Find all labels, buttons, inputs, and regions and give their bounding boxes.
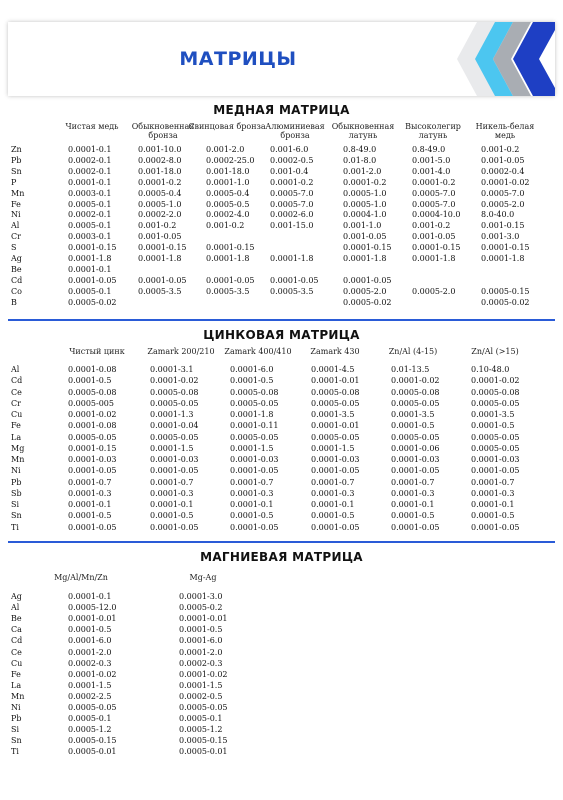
copper-value-cell: 0.0001-1.8: [68, 254, 112, 263]
copper-element-label: Ag: [11, 254, 22, 263]
zinc-value-cell: 0.0001-0.01: [311, 376, 360, 386]
copper-element-label: Pb: [11, 155, 22, 165]
zinc-value-cell: 0.0001-0.7: [230, 477, 274, 487]
copper-value-cell: 0.0002-8.0: [138, 155, 182, 165]
zinc-value-cell: 0.0001-0.05: [150, 466, 199, 476]
copper-value-cell: 0.001-0.4: [270, 166, 309, 176]
copper-value-cell: 0.0005-1.0: [138, 199, 182, 209]
magnesium-value-cell: 0.0005-0.01: [179, 747, 228, 757]
zinc-value-cell: 0.0005-0.08: [391, 387, 440, 397]
magnesium-value-cell: 0.0001-2.0: [68, 647, 112, 657]
magnesium-header-1: Mg-Ag: [189, 573, 217, 582]
copper-value-cell: 0.0002-4.0: [206, 210, 250, 220]
copper-value-cell: 0.0001-0.15: [343, 243, 392, 253]
copper-element-label: P: [11, 177, 17, 187]
copper-value-cell: 0.0002-0.5: [270, 155, 314, 165]
magnesium-value-cell: 0.0005-12.0: [68, 603, 117, 613]
copper-title: МЕДНАЯ МАТРИЦА: [213, 103, 350, 117]
magnesium-value-cell: 0.0005-0.2: [179, 603, 223, 613]
copper-element-label: Ni: [11, 210, 21, 220]
zinc-value-cell: 0.0001-0.03: [471, 455, 520, 464]
zinc-value-cell: 0.0001-1.5: [150, 443, 194, 453]
zinc-value-cell: 0.0001-0.05: [68, 466, 117, 476]
zinc-value-cell: 0.0001-0.1: [311, 500, 355, 509]
zinc-element-label: Sb: [11, 488, 22, 498]
zinc-element-label: Cd: [11, 376, 23, 386]
magnesium-value-cell: 0.0005-0.05: [179, 703, 228, 712]
zinc-value-cell: 0.0001-0.05: [311, 522, 360, 532]
copper-element-label: Cr: [11, 232, 21, 242]
magnesium-value-cell: 0.0002-0.5: [179, 691, 223, 701]
copper-value-cell: 0.001-0.05: [343, 232, 387, 242]
zinc-value-cell: 0.0001-6.0: [230, 365, 274, 374]
zinc-value-cell: 0.0005-0.05: [230, 398, 279, 408]
copper-value-cell: 0.0005-2.0: [343, 286, 387, 296]
magnesium-element-label: Be: [11, 614, 22, 624]
magnesium-value-cell: 0.0001-6.0: [68, 636, 112, 646]
copper-value-cell: 0.0001-0.05: [343, 275, 392, 285]
magnesium-value-cell: 0.0005-1.2: [68, 725, 112, 735]
zinc-element-label: Pb: [11, 477, 22, 487]
zinc-value-cell: 0.0005-0.08: [230, 387, 279, 397]
magnesium-element-label: Ni: [11, 703, 21, 712]
magnesium-element-label: Ag: [11, 592, 22, 601]
copper-value-cell: 0.001-0.2: [206, 221, 245, 231]
copper-value-cell: 0.001-0.2: [138, 221, 177, 231]
zinc-title: ЦИНКОВАЯ МАТРИЦА: [203, 328, 360, 342]
copper-value-cell: 0.001-1.0: [343, 221, 382, 231]
zinc-value-cell: 0.0001-0.01: [311, 421, 360, 431]
zinc-value-cell: 0.0001-0.02: [150, 376, 199, 386]
zinc-value-cell: 0.0005-0.05: [391, 432, 440, 442]
magnesium-element-label: Ti: [11, 747, 19, 757]
magnesium-value-cell: 0.0005-0.15: [179, 736, 228, 746]
zinc-value-cell: 0.0001-0.03: [311, 455, 360, 464]
zinc-value-cell: 0.0001-0.3: [150, 488, 194, 498]
magnesium-element-label: Pb: [11, 714, 22, 724]
copper-value-cell: 0.0002-25.0: [206, 155, 255, 165]
copper-element-label: Cd: [11, 275, 23, 285]
zinc-value-cell: 0.0005-0.05: [391, 398, 440, 408]
zinc-element-label: Cr: [11, 398, 21, 408]
magnesium-value-cell: 0.0001-0.02: [68, 669, 117, 679]
magnesium-element-label: Fe: [11, 669, 21, 679]
zinc-value-cell: 0.0001-0.5: [230, 376, 274, 386]
zinc-value-cell: 0.0001-0.03: [68, 455, 117, 464]
copper-value-cell: 0.0005-7.0: [412, 188, 456, 198]
copper-header-3: Алюминиевая бронза: [265, 122, 325, 140]
magnesium-value-cell: 0.0001-2.0: [179, 647, 223, 657]
magnesium-element-label: Ca: [11, 625, 22, 635]
zinc-value-cell: 0.0001-0.1: [68, 500, 112, 509]
zinc-value-cell: 0.0001-0.03: [150, 455, 199, 464]
zinc-value-cell: 0.0001-0.5: [230, 511, 274, 521]
zinc-value-cell: 0.0001-0.3: [471, 488, 515, 498]
copper-value-cell: 0.8-49.0: [343, 145, 377, 154]
magnesium-value-cell: 0.0005-0.05: [68, 703, 117, 712]
zinc-value-cell: 0.0001-0.3: [68, 488, 112, 498]
zinc-header-1: Zamark 200/210: [147, 347, 215, 356]
copper-element-label: Be: [11, 264, 22, 274]
copper-value-cell: 0.0005-0.1: [68, 221, 112, 231]
copper-value-cell: 0.0002-0.1: [68, 210, 112, 220]
copper-value-cell: 0.0001-0.15: [68, 243, 117, 253]
copper-value-cell: 0.001-0.2: [412, 221, 451, 231]
copper-value-cell: 0.0001-0.15: [138, 243, 187, 253]
zinc-value-cell: 0.0001-0.05: [311, 466, 360, 476]
zinc-value-cell: 0.0005-0.05: [230, 432, 279, 442]
zinc-element-label: Ti: [11, 522, 19, 532]
zinc-value-cell: 0.0001-1.5: [311, 443, 355, 453]
copper-element-label: Sn: [11, 166, 22, 176]
copper-element-label: S: [11, 243, 17, 253]
page-title: МАТРИЦЫ: [179, 48, 297, 70]
magnesium-element-label: Sn: [11, 736, 22, 746]
zinc-value-cell: 0.0001-0.03: [230, 455, 279, 464]
magnesium-value-cell: 0.0005-1.2: [179, 725, 223, 735]
magnesium-element-label: Al: [11, 603, 20, 613]
copper-value-cell: 0.001-10.0: [138, 145, 182, 154]
zinc-value-cell: 0.0001-0.05: [230, 522, 279, 532]
copper-element-label: Fe: [11, 199, 21, 209]
copper-value-cell: 0.001-0.05: [138, 232, 182, 242]
copper-value-cell: 0.0001-1.0: [206, 177, 250, 187]
separator-1: [8, 319, 555, 321]
zinc-element-label: Si: [11, 500, 20, 509]
zinc-value-cell: 0.0001-0.5: [391, 511, 435, 521]
zinc-value-cell: 0.0001-0.3: [311, 488, 355, 498]
zinc-value-cell: 0.0001-0.08: [68, 365, 117, 374]
zinc-element-label: Fe: [11, 421, 21, 431]
zinc-value-cell: 0.0001-1.8: [230, 410, 274, 419]
zinc-value-cell: 0.10-48.0: [471, 365, 510, 374]
zinc-value-cell: 0.0001-0.05: [471, 522, 520, 532]
zinc-value-cell: 0.0005-0.08: [471, 387, 520, 397]
copper-value-cell: 0.0005-2.0: [481, 199, 525, 209]
zinc-value-cell: 0.0001-0.5: [150, 511, 194, 521]
copper-value-cell: 0.0001-1.8: [270, 254, 314, 263]
zinc-value-cell: 0.0005-0.08: [311, 387, 360, 397]
zinc-value-cell: 0.0001-1.5: [230, 443, 274, 453]
zinc-element-label: La: [11, 432, 22, 442]
copper-value-cell: 0.0005-2.0: [412, 286, 456, 296]
magnesium-value-cell: 0.0005-0.15: [68, 736, 117, 746]
zinc-value-cell: 0.0001-0.1: [471, 500, 515, 509]
copper-value-cell: 0.0002-0.4: [481, 166, 525, 176]
zinc-element-label: Al: [11, 365, 20, 374]
zinc-value-cell: 0.0001-0.02: [68, 410, 117, 419]
zinc-value-cell: 0.0001-0.02: [471, 376, 520, 386]
copper-value-cell: 0.0003-0.1: [68, 188, 112, 198]
copper-value-cell: 0.0005-7.0: [270, 199, 314, 209]
zinc-value-cell: 0.0001-0.5: [311, 511, 355, 521]
copper-value-cell: 0.0005-0.1: [68, 286, 112, 296]
zinc-value-cell: 0.0001-0.05: [391, 466, 440, 476]
magnesium-value-cell: 0.0001-0.01: [179, 614, 228, 624]
copper-element-label: Al: [11, 221, 20, 231]
zinc-value-cell: 0.0001-0.5: [391, 421, 435, 431]
zinc-value-cell: 0.0001-0.5: [471, 421, 515, 431]
zinc-value-cell: 0.0001-0.3: [391, 488, 435, 498]
zinc-value-cell: 0.0001-0.05: [391, 522, 440, 532]
copper-value-cell: 0.0001-1.8: [206, 254, 250, 263]
copper-value-cell: 0.0003-0.1: [68, 232, 112, 242]
separator-2: [8, 541, 555, 543]
zinc-element-label: Mg: [11, 443, 25, 453]
copper-value-cell: 0.001-3.0: [481, 232, 520, 242]
zinc-value-cell: 0.0001-0.04: [150, 421, 199, 431]
copper-value-cell: 0.0001-0.15: [206, 243, 255, 253]
copper-value-cell: 0.0001-0.1: [68, 264, 112, 274]
copper-value-cell: 0.0001-0.05: [138, 275, 187, 285]
zinc-value-cell: 0.0001-0.08: [68, 421, 117, 431]
copper-value-cell: 0.0001-0.05: [206, 275, 255, 285]
zinc-value-cell: 0.0005-0.05: [311, 432, 360, 442]
magnesium-value-cell: 0.0005-0.1: [179, 714, 223, 724]
copper-element-label: B: [11, 297, 17, 307]
zinc-header-3: Zamark 430: [310, 347, 360, 356]
magnesium-element-label: La: [11, 680, 22, 690]
copper-value-cell: 8.0-40.0: [481, 210, 515, 220]
zinc-value-cell: 0.0001-0.02: [391, 376, 440, 386]
copper-value-cell: 0.001-0.05: [412, 232, 456, 242]
zinc-value-cell: 0.0005-0.05: [311, 398, 360, 408]
magnesium-value-cell: 0.0002-0.3: [179, 658, 223, 668]
copper-header-6: Никель-белая медь: [475, 122, 535, 140]
zinc-value-cell: 0.0005-0.05: [471, 432, 520, 442]
magnesium-value-cell: 0.0001-0.1: [68, 592, 112, 601]
copper-value-cell: 0.0005-7.0: [412, 199, 456, 209]
magnesium-value-cell: 0.0001-1.5: [68, 680, 112, 690]
magnesium-value-cell: 0.0002-2.5: [68, 691, 112, 701]
zinc-value-cell: 0.0005-005: [68, 398, 114, 408]
copper-header-4: Обыкновенная латунь: [331, 122, 395, 140]
copper-header-0: Чистая медь: [65, 122, 119, 131]
copper-value-cell: 0.0005-1.0: [343, 199, 387, 209]
zinc-value-cell: 0.0001-0.1: [391, 500, 435, 509]
copper-value-cell: 0.8-49.0: [412, 145, 446, 154]
zinc-value-cell: 0.0001-3.5: [391, 410, 435, 419]
chevrons-decoration: [425, 22, 555, 96]
zinc-header-5: Zn/Al (>15): [471, 347, 519, 356]
copper-value-cell: 0.001-0.15: [481, 221, 525, 231]
copper-value-cell: 0.001-5.0: [412, 155, 451, 165]
zinc-value-cell: 0.0001-0.05: [230, 466, 279, 476]
copper-value-cell: 0.0001-0.15: [412, 243, 461, 253]
copper-value-cell: 0.0005-3.5: [206, 286, 250, 296]
magnesium-value-cell: 0.0001-0.5: [179, 625, 223, 635]
zinc-element-label: Ce: [11, 387, 22, 397]
zinc-value-cell: 0.0001-1.3: [150, 410, 194, 419]
copper-value-cell: 0.0005-0.02: [481, 297, 530, 307]
zinc-value-cell: 0.0001-0.7: [471, 477, 515, 487]
zinc-value-cell: 0.0005-0.08: [68, 387, 117, 397]
zinc-value-cell: 0.0001-0.3: [230, 488, 274, 498]
zinc-value-cell: 0.0001-0.03: [391, 455, 440, 464]
copper-value-cell: 0.0004-1.0: [343, 210, 387, 220]
magnesium-element-label: Cd: [11, 636, 23, 646]
magnesium-value-cell: 0.0005-0.01: [68, 747, 117, 757]
copper-value-cell: 0.0005-0.4: [206, 188, 250, 198]
copper-value-cell: 0.0005-0.02: [68, 297, 117, 307]
zinc-value-cell: 0.0001-0.7: [311, 477, 355, 487]
copper-value-cell: 0.0001-0.15: [481, 243, 530, 253]
copper-value-cell: 0.001-18.0: [206, 166, 250, 176]
zinc-value-cell: 0.0005-0.05: [150, 398, 199, 408]
zinc-value-cell: 0.0001-0.05: [471, 466, 520, 476]
zinc-value-cell: 0.0001-4.5: [311, 365, 355, 374]
copper-value-cell: 0.0001-0.05: [270, 275, 319, 285]
zinc-header-2: Zamark 400/410: [224, 347, 292, 356]
copper-value-cell: 0.0005-3.5: [270, 286, 314, 296]
copper-value-cell: 0.001-0.05: [481, 155, 525, 165]
zinc-value-cell: 0.0001-3.1: [150, 365, 194, 374]
magnesium-value-cell: 0.0001-0.01: [68, 614, 117, 624]
magnesium-value-cell: 0.0005-0.1: [68, 714, 112, 724]
copper-value-cell: 0.0005-3.5: [138, 286, 182, 296]
copper-value-cell: 0.001-4.0: [412, 166, 451, 176]
copper-value-cell: 0.0005-0.1: [68, 199, 112, 209]
magnesium-value-cell: 0.0002-0.3: [68, 658, 112, 668]
zinc-element-label: Ni: [11, 466, 21, 476]
zinc-value-cell: 0.0001-0.15: [68, 443, 117, 453]
copper-header-2: Свинцовая бронза: [188, 122, 266, 131]
copper-value-cell: 0.0005-0.5: [206, 199, 250, 209]
zinc-value-cell: 0.0001-0.1: [230, 500, 274, 509]
zinc-value-cell: 0.0001-0.1: [150, 500, 194, 509]
copper-value-cell: 0.001-6.0: [270, 145, 309, 154]
zinc-value-cell: 0.0001-0.7: [68, 477, 112, 487]
magnesium-element-label: Mn: [11, 691, 25, 701]
copper-value-cell: 0.0001-0.02: [481, 177, 530, 187]
zinc-value-cell: 0.0001-0.05: [68, 522, 117, 532]
copper-value-cell: 0.0004-10.0: [412, 210, 461, 220]
zinc-value-cell: 0.0001-0.5: [68, 376, 112, 386]
zinc-header-0: Чистый цинк: [69, 347, 125, 356]
zinc-value-cell: 0.0001-3.5: [471, 410, 515, 419]
zinc-element-label: Mn: [11, 455, 25, 464]
copper-value-cell: 0.001-2.0: [343, 166, 382, 176]
copper-value-cell: 0.0005-7.0: [481, 188, 525, 198]
copper-value-cell: 0.0001-1.8: [412, 254, 456, 263]
copper-value-cell: 0.0002-2.0: [138, 210, 182, 220]
copper-value-cell: 0.0001-0.1: [68, 177, 112, 187]
copper-value-cell: 0.0005-0.4: [138, 188, 182, 198]
copper-value-cell: 0.0005-0.02: [343, 297, 392, 307]
copper-value-cell: 0.001-0.2: [481, 145, 520, 154]
magnesium-element-label: Ce: [11, 647, 22, 657]
magnesium-element-label: Cu: [11, 658, 23, 668]
zinc-element-label: Sn: [11, 511, 22, 521]
zinc-value-cell: 0.0001-0.7: [391, 477, 435, 487]
title-banner: [8, 22, 555, 96]
copper-value-cell: 0.0001-0.05: [68, 275, 117, 285]
magnesium-value-cell: 0.0001-6.0: [179, 636, 223, 646]
copper-value-cell: 0.0001-1.8: [138, 254, 182, 263]
copper-value-cell: 0.0001-0.2: [138, 177, 182, 187]
copper-value-cell: 0.0001-0.2: [343, 177, 387, 187]
zinc-value-cell: 0.0001-0.06: [391, 443, 440, 453]
copper-value-cell: 0.0002-0.1: [68, 155, 112, 165]
magnesium-value-cell: 0.0001-1.5: [179, 680, 223, 690]
zinc-value-cell: 0.0001-0.05: [150, 522, 199, 532]
magnesium-value-cell: 0.0001-0.02: [179, 669, 228, 679]
zinc-value-cell: 0.0001-0.5: [68, 511, 112, 521]
copper-element-label: Mn: [11, 188, 25, 198]
zinc-value-cell: 0.0005-0.08: [150, 387, 199, 397]
zinc-value-cell: 0.0005-0.05: [68, 432, 117, 442]
copper-element-label: Co: [11, 286, 22, 296]
copper-value-cell: 0.0002-0.1: [68, 166, 112, 176]
copper-value-cell: 0.0001-1.8: [481, 254, 525, 263]
copper-value-cell: 0.0002-6.0: [270, 210, 314, 220]
copper-header-1: Обыкновенная бронза: [131, 122, 195, 140]
zinc-header-4: Zn/Al (4-15): [388, 347, 438, 356]
zinc-value-cell: 0.0005-0.05: [150, 432, 199, 442]
zinc-value-cell: 0.01-13.5: [391, 365, 430, 374]
magnesium-title: МАГНИЕВАЯ МАТРИЦА: [200, 550, 363, 564]
zinc-value-cell: 0.0001-3.5: [311, 410, 355, 419]
magnesium-value-cell: 0.0001-0.5: [68, 625, 112, 635]
copper-value-cell: 0.0005-0.15: [481, 286, 530, 296]
zinc-element-label: Cu: [11, 410, 23, 419]
zinc-value-cell: 0.0005-0.05: [471, 398, 520, 408]
copper-header-5: Высоколегир латунь: [405, 122, 461, 140]
zinc-value-cell: 0.0001-0.5: [471, 511, 515, 521]
zinc-value-cell: 0.0001-0.11: [230, 421, 279, 431]
copper-value-cell: 0.001-18.0: [138, 166, 182, 176]
copper-value-cell: 0.0001-0.2: [270, 177, 314, 187]
magnesium-element-label: Si: [11, 725, 20, 735]
copper-value-cell: 0.01-8.0: [343, 155, 377, 165]
magnesium-value-cell: 0.0001-3.0: [179, 592, 223, 601]
copper-value-cell: 0.0001-0.1: [68, 145, 112, 154]
copper-element-label: Zn: [11, 145, 22, 154]
copper-value-cell: 0.0005-1.0: [343, 188, 387, 198]
copper-value-cell: 0.0001-0.2: [412, 177, 456, 187]
copper-value-cell: 0.001-15.0: [270, 221, 314, 231]
copper-value-cell: 0.0001-1.8: [343, 254, 387, 263]
copper-value-cell: 0.0005-7.0: [270, 188, 314, 198]
magnesium-header-0: Mg/Al/Mn/Zn: [54, 573, 108, 582]
zinc-value-cell: 0.0001-0.7: [150, 477, 194, 487]
zinc-value-cell: 0.0005-0.05: [471, 443, 520, 453]
copper-value-cell: 0.001-2.0: [206, 145, 245, 154]
